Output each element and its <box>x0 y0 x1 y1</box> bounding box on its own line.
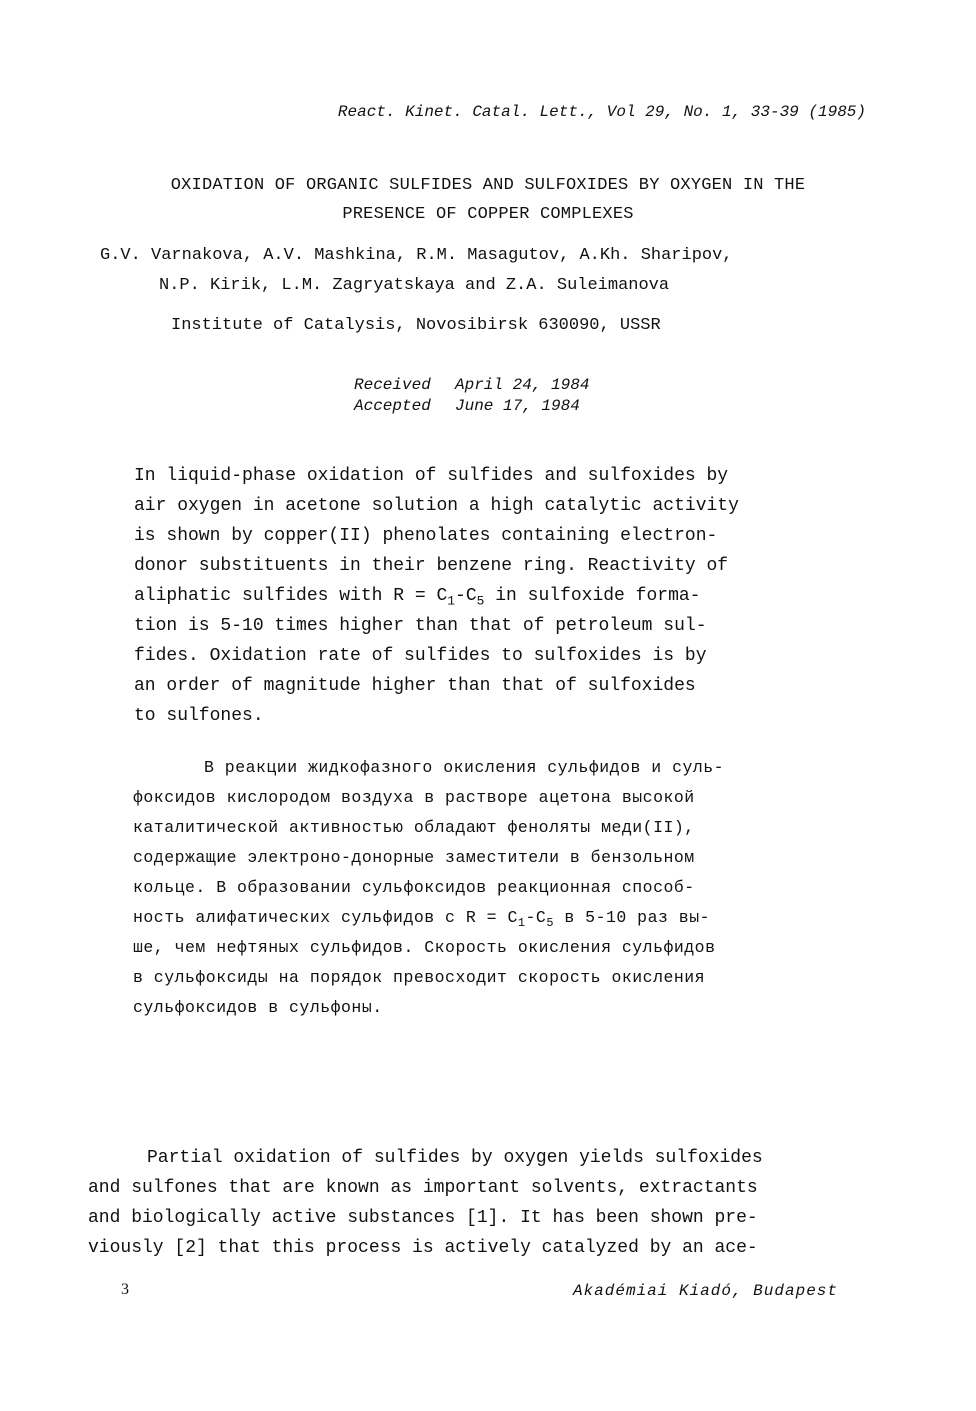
accepted-label: Accepted <box>354 397 431 415</box>
abstract-en-line: an order of magnitude higher than that of sulfoxides <box>134 676 696 696</box>
abstract-en-line: donor substituents in their benzene ring. Reactivity of <box>134 556 729 576</box>
received-label: Received <box>354 376 431 394</box>
abstract-ru-line: содержащие электроно-донорные заместители в бензольном <box>133 848 695 867</box>
abstract-en-line: aliphatic sulfides with $R = C_1-C_5$ in sulfoxide forma- <box>134 586 701 609</box>
abstract-ru-line: в сульфоксиды на порядок превосходит скорость окисления <box>133 968 706 987</box>
paper-title-line-2: PRESENCE OF COPPER COMPLEXES <box>342 205 634 224</box>
abstract-en-line: is shown by copper(II) phenolates containing electron- <box>134 526 718 546</box>
abstract-ru-line: ность алифатических сульфидов с $R = C_1-C_5$ в 5-10 раз вы- <box>133 908 710 931</box>
accepted-date: June 17, 1984 <box>455 397 580 415</box>
abstract-en-line: fides. Oxidation rate of sulfides to sulfoxides is by <box>134 646 707 666</box>
abstract-ru-line: В реакции жидкофазного окисления сульфидов и суль- <box>204 758 725 777</box>
authors-line-2: N.P. Kirik, L.M. Zagryatskaya and Z.A. Suleimanova <box>159 276 670 295</box>
received-date: April 24, 1984 <box>455 376 590 394</box>
abstract-en-line: air oxygen in acetone solution a high catalytic activity <box>134 496 739 516</box>
abstract-ru-line: сульфоксидов в сульфоны. <box>133 998 383 1017</box>
abstract-ru-line: каталитической активностью обладают феноляты меди(II), <box>133 818 695 837</box>
abstract-en-line: tion is 5-10 times higher than that of petroleum sul- <box>134 616 707 636</box>
publisher: Akadémiai Kiadó, Budapest <box>572 1282 838 1300</box>
authors-line-1: G.V. Varnakova, A.V. Mashkina, R.M. Masagutov, A.Kh. Sharipov, <box>100 246 733 265</box>
journal-reference: React. Kinet. Catal. Lett., Vol 29, No. 1, 33-39 (1985) <box>337 103 866 121</box>
body-line: and sulfones that are known as important solvents, extractants <box>88 1178 758 1198</box>
abstract-en-line: to sulfones. <box>134 706 264 726</box>
page-number: 3 <box>121 1281 129 1298</box>
body-line: Partial oxidation of sulfides by oxygen yields sulfoxides <box>147 1148 763 1168</box>
abstract-ru-line: фоксидов кислородом воздуха в растворе ацетона высокой <box>133 788 695 807</box>
body-line: and biologically active substances [1]. It has been shown pre- <box>88 1208 758 1228</box>
body-line: viously [2] that this process is actively catalyzed by an ace- <box>88 1238 758 1258</box>
paper-title-line-1: OXIDATION OF ORGANIC SULFIDES AND SULFOXIDES BY OXYGEN IN THE <box>170 176 806 195</box>
affiliation: Institute of Catalysis, Novosibirsk 630090, USSR <box>171 316 661 335</box>
abstract-ru-line: ше, чем нефтяных сульфидов. Скорость окисления сульфидов <box>133 938 716 957</box>
abstract-en-line: In liquid-phase oxidation of sulfides and sulfoxides by <box>134 466 729 486</box>
abstract-ru-line: кольце. В образовании сульфоксидов реакционная способ- <box>133 878 695 897</box>
